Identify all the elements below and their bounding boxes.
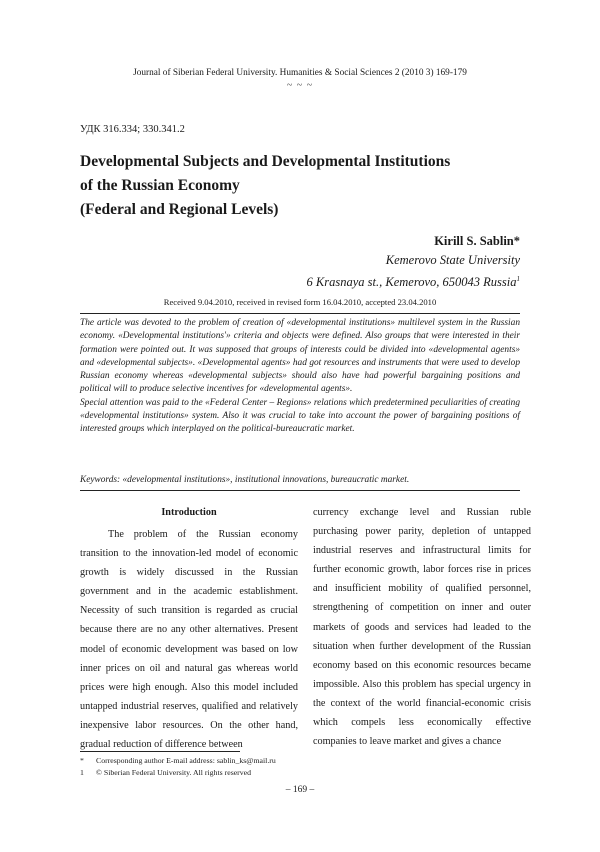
footnote-text: Corresponding author E-mail address: sablin_ks@mail.ru <box>96 756 276 765</box>
keywords: Keywords: «developmental institutions», institutional innovations, bureaucratic market. <box>80 475 410 485</box>
footnote-2 <box>80 767 500 779</box>
footnotes <box>80 755 500 778</box>
page-number: – 169 – <box>285 785 315 795</box>
author-address-line <box>307 270 520 292</box>
intro-heading: Introduction <box>161 507 217 518</box>
footnote-rule <box>80 751 240 752</box>
abstract-top-rule <box>80 313 520 314</box>
udk-code: УДК 316.334; 330.341.2 <box>80 124 185 135</box>
abstract <box>80 317 520 436</box>
body-paragraph-left: The problem of the Russian economy transition to the innovation-led model of economic growth is widely discussed in the Russian government and in the academic establishment. Necessity of such transition is regarded as crucial because there are no any other alternatives. Present model of economic development was based on low inner prices on oil and natural gas whereas world prices were high enough. Also this model included untapped industrial reserves, qualified and relatively inexpensive labor resources. On the other hand, gradual reduction of difference between <box>80 529 298 751</box>
received-dates: Received 9.04.2010, received in revised form 16.04.2010, accepted 23.04.2010 <box>163 297 437 307</box>
author-affiliation: Kemerovo State University <box>385 253 520 267</box>
footnote-text: © Siberian Federal University. All rights reserved <box>96 767 252 777</box>
article-title <box>80 150 520 222</box>
title-line-2: of the Russian Economy <box>80 177 240 194</box>
body-column-left <box>80 503 298 754</box>
body-column-right <box>313 503 531 751</box>
abstract-bottom-rule <box>80 490 520 491</box>
journal-header: Journal of Siberian Federal University. Humanities & Social Sciences 2 (2010 3) 169-179 <box>133 68 467 78</box>
abstract-paragraph-1: The article was devoted to the problem of creation of «developmental institutions» multilevel system in the Russian economy. «Developmental institutions'» criteria and objects were defined. Also groups that were interested in their formation were pointed out. It was supposed that groups of interests could be divided into «developmental agents» and «developmental subjects». «Developmental agents» had got resources and instruments that were used to develop Russian economy whereas «developmental subjects» should also have had powerful bargaining positions and political will to produce selective incentives for «developmental agents». <box>80 318 520 395</box>
title-line-1: Developmental Subjects and Developmental Institutions <box>80 153 451 170</box>
abstract-paragraph-2: Special attention was paid to the «Federal Center – Regions» relations which predetermined peculiarities of creating «developmental institutions» system. Also it was crucial to take into account the power of bargaining positions of interested groups which interplayed on the political-bureaucratic market. <box>80 397 520 434</box>
author-block <box>307 232 520 292</box>
footnote-mark: 1 <box>80 767 84 777</box>
header-separator: ~ ~ ~ <box>286 80 314 91</box>
footnote-1 <box>80 755 500 767</box>
body-paragraph-right: currency exchange level and Russian ruble purchasing power parity, depletion of untapped industrial reserves and infrastructural limits for further economic growth, labor forces rise in prices and insufficient mobility of qualified personnel, strengthening of competition on inner and outer markets of goods and services had leaded to the situation when further development of the Russian economy based on this economic resources became impossible. Also this problem has special urgency in the context of the world financial-economic crisis which compels less economically effective companies to leave market and gives a chance <box>313 507 531 748</box>
address-footnote-mark: 1 <box>516 275 520 283</box>
footnote-mark: * <box>80 756 84 765</box>
author-address: 6 Krasnaya st., Kemerovo, 650043 Russia <box>306 275 517 290</box>
author-name: Kirill S. Sablin* <box>434 234 520 248</box>
title-line-3: (Federal and Regional Levels) <box>80 201 279 218</box>
